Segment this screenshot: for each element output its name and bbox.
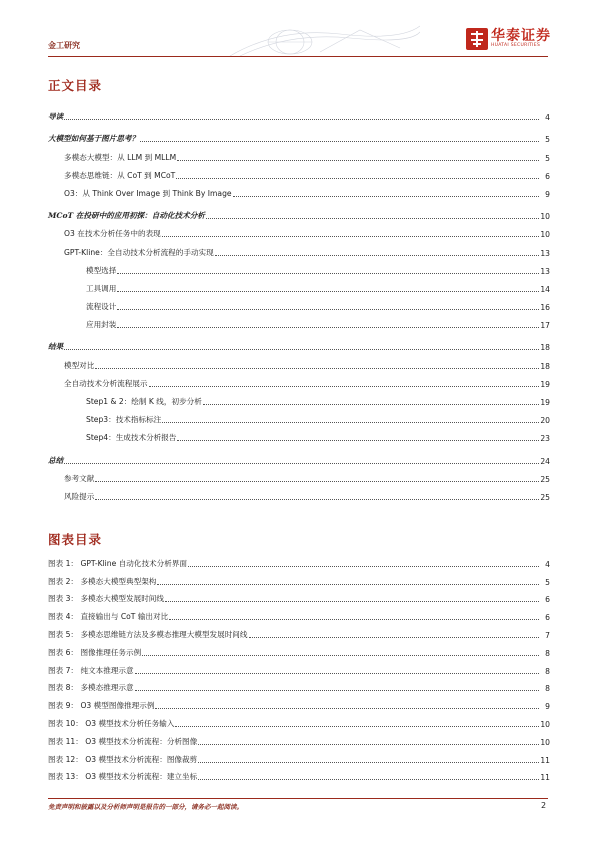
toc-entry[interactable]: [48, 371, 550, 389]
toc-entry-label: Step3：技术指标标注: [86, 415, 162, 425]
toc-entry-label: 风险提示: [64, 491, 95, 501]
dot-leader: [117, 273, 539, 274]
toc-entry-page: 19: [540, 379, 550, 389]
figure-entry-label: 图表 1： GPT-Kline 自动化技术分析界面: [48, 558, 188, 568]
toc-entry[interactable]: [48, 352, 550, 370]
dot-leader: [149, 386, 539, 387]
toc-entry-page: 13: [540, 248, 550, 258]
footer-disclaimer: 免责声明和披露以及分析师声明是报告的一部分，请务必一起阅读。: [48, 803, 243, 811]
toc-entry-label: 总结: [48, 455, 64, 465]
page-number: 2: [541, 801, 547, 810]
figure-entry-label: 图表 3： 多模态大模型发展时间线: [48, 594, 164, 604]
dot-leader: [203, 404, 539, 405]
toc-entry-label: 导读: [48, 112, 64, 122]
figure-entry-label: 图表 6： 图像推理任务示例: [48, 647, 142, 657]
toc-entry-label: 参考文献: [64, 473, 95, 483]
toc-entry-label: 流程设计: [86, 302, 117, 312]
figure-entry-page: 7: [539, 631, 550, 640]
figure-entry-page: 10: [540, 737, 550, 747]
dot-leader: [64, 349, 539, 350]
toc-entry[interactable]: [48, 447, 550, 465]
toc-entry-label: Step4：生成技术分析报告: [86, 433, 177, 443]
dot-leader: [95, 499, 539, 500]
figure-entry[interactable]: [48, 676, 550, 694]
toc-entry[interactable]: [48, 258, 550, 276]
page-header: [0, 0, 595, 62]
dot-leader: [135, 673, 539, 674]
figure-entry-label: 图表 2： 多模态大模型典型架构: [48, 576, 157, 586]
figure-entry-label: 图表 7： 纯文本推理示意: [48, 665, 134, 675]
figure-entry-label: 图表 8： 多模态推理示意: [48, 683, 134, 693]
toc-entry[interactable]: [48, 334, 550, 352]
toc-entry[interactable]: [48, 294, 550, 312]
figure-entry[interactable]: [48, 640, 550, 658]
dot-leader: [117, 291, 539, 292]
figure-entry[interactable]: [48, 587, 550, 605]
dot-leader: [175, 726, 539, 727]
figure-entry-page: 5: [539, 578, 550, 587]
figure-entry-label: 图表 13： O3 模型技术分析流程：建立坐标: [48, 772, 198, 782]
figure-entry[interactable]: [48, 551, 550, 569]
toc-title: 正文目录: [48, 78, 103, 93]
toc-entry-page: 13: [540, 266, 550, 276]
toc-entry[interactable]: [48, 104, 550, 122]
toc-entry-page: 5: [539, 135, 550, 144]
dot-leader: [176, 178, 539, 179]
dot-leader: [249, 637, 540, 638]
dot-leader: [64, 119, 539, 120]
figure-entry[interactable]: [48, 604, 550, 622]
dot-leader: [95, 368, 539, 369]
dot-leader: [188, 566, 539, 567]
dot-leader: [165, 601, 539, 602]
figure-entry[interactable]: [48, 729, 550, 747]
toc-entry[interactable]: [48, 203, 550, 221]
toc-entry[interactable]: [48, 466, 550, 484]
dot-leader: [169, 619, 539, 620]
dot-leader: [117, 309, 539, 310]
toc-entry-label: 工具调用: [86, 283, 117, 293]
toc-entry-page: 9: [539, 190, 550, 199]
dot-leader: [64, 463, 539, 464]
toc-entry[interactable]: [48, 181, 550, 199]
toc-entry[interactable]: [48, 312, 550, 330]
report-category: 金工研究: [48, 40, 80, 50]
figure-entry-label: 图表 11： O3 模型技术分析流程：分析图像: [48, 736, 198, 746]
dot-leader: [177, 160, 539, 161]
toc-entry[interactable]: [48, 144, 550, 162]
figure-entry-label: 图表 10： O3 模型技术分析任务输入: [48, 718, 175, 728]
dot-leader: [157, 584, 539, 585]
toc-entry-label: GPT-Kline：全自动技术分析流程的手动实现: [64, 247, 214, 257]
toc-entry-label: 大模型如何基于图片思考？: [48, 134, 140, 144]
figure-entry-page: 4: [539, 560, 550, 569]
figure-entry[interactable]: [48, 569, 550, 587]
dot-leader: [177, 440, 539, 441]
toc-entry-label: 结果: [48, 342, 64, 352]
toc-entry[interactable]: [48, 407, 550, 425]
toc-entry[interactable]: [48, 389, 550, 407]
toc-entry[interactable]: [48, 221, 550, 239]
dot-leader: [117, 327, 539, 328]
figure-entry-label: 图表 4： 直接输出与 CoT 输出对比: [48, 612, 169, 622]
toc-entry-label: 模型选择: [86, 265, 117, 275]
figure-entry-label: 图表 5： 多模态思维链方法及多模态推理大模型发展时间线: [48, 629, 248, 639]
toc-entry-page: 17: [540, 321, 550, 331]
toc-entry-label: 多模态大模型：从 LLM 到 MLLM: [64, 152, 177, 162]
figure-entry-page: 8: [539, 667, 550, 676]
figure-entry-page: 9: [539, 702, 550, 711]
logo-name-en: HUATAI SECURITIES: [491, 43, 541, 48]
toc-entry-page: 16: [540, 303, 550, 313]
dot-leader: [162, 236, 539, 237]
figure-entry-page: 11: [540, 755, 550, 765]
dot-leader: [142, 655, 539, 656]
toc-entry-label: O3 在技术分析任务中的表现: [64, 229, 161, 239]
toc-entry-page: 25: [540, 492, 550, 502]
figure-entry[interactable]: [48, 711, 550, 729]
dot-leader: [155, 708, 539, 709]
toc-entry-label: 多模态思维链：从 CoT 到 MCoT: [64, 170, 176, 180]
figure-entry-page: 11: [540, 773, 550, 783]
toc-entry-page: 19: [540, 398, 550, 407]
toc-entry-page: 20: [540, 416, 550, 426]
toc-entry-page: 23: [540, 434, 550, 444]
toc-entry-label: 全自动技术分析流程展示: [64, 378, 148, 388]
toc-entry[interactable]: [48, 276, 550, 294]
toc-entry-label: Step1 & 2：绘制 K 线，初步分析: [86, 397, 202, 406]
figure-entry-page: 10: [540, 719, 550, 729]
dot-leader: [198, 744, 539, 745]
dot-leader: [95, 481, 539, 482]
figure-entry[interactable]: [48, 765, 550, 783]
toc-entry-page: 6: [539, 172, 550, 181]
toc-entry-page: 14: [540, 284, 550, 294]
dot-leader: [140, 141, 539, 142]
toc-entry-page: 18: [540, 343, 550, 353]
figure-entry[interactable]: [48, 622, 550, 640]
toc-entry-page: 4: [539, 113, 550, 122]
figure-entry[interactable]: [48, 658, 550, 676]
header-decoration: [220, 22, 420, 56]
dot-leader: [162, 422, 539, 423]
toc-entry-label: 模型对比: [64, 360, 95, 370]
toc-entry[interactable]: [48, 425, 550, 443]
toc-list: [48, 104, 550, 502]
dot-leader: [215, 255, 539, 256]
figure-entry-page: 8: [539, 684, 550, 693]
toc-entry-label: 应用封装: [86, 320, 117, 330]
figure-entry-page: 8: [539, 649, 550, 658]
figure-entry[interactable]: [48, 693, 550, 711]
footer-rule: [48, 798, 548, 799]
huatai-logo-icon: [466, 28, 488, 50]
figure-entry-page: 6: [539, 613, 550, 622]
toc-entry[interactable]: [48, 163, 550, 181]
toc-entry-page: 10: [540, 212, 550, 222]
toc-entry-page: 24: [540, 456, 550, 466]
toc-entry[interactable]: [48, 239, 550, 257]
dot-leader: [135, 690, 539, 691]
toc-entry[interactable]: [48, 126, 550, 144]
dot-leader: [233, 196, 539, 197]
dot-leader: [198, 779, 539, 780]
dot-leader: [198, 762, 539, 763]
huatai-logo: [466, 28, 551, 50]
toc-entry-page: 18: [540, 361, 550, 371]
toc-entry-label: MCoT 在投研中的应用初探：自动化技术分析: [48, 211, 205, 221]
toc-entry[interactable]: [48, 484, 550, 502]
figure-entry-label: 图表 12： O3 模型技术分析流程：图像裁剪: [48, 754, 198, 764]
figure-entry-label: 图表 9： O3 模型图像推理示例: [48, 701, 155, 711]
toc-entry-page: 5: [539, 154, 550, 163]
toc-entry-page: 25: [540, 474, 550, 484]
dot-leader: [206, 218, 539, 219]
figures-list: [48, 551, 550, 782]
toc-entry-page: 10: [540, 230, 550, 240]
logo-name-cn: 华泰证券: [491, 28, 551, 44]
header-rule: [48, 56, 548, 57]
toc-entry-label: O3：从 Think Over Image 到 Think By Image: [64, 188, 232, 198]
figure-entry-page: 6: [539, 595, 550, 604]
figures-title: 图表目录: [48, 532, 103, 547]
figure-entry[interactable]: [48, 747, 550, 765]
